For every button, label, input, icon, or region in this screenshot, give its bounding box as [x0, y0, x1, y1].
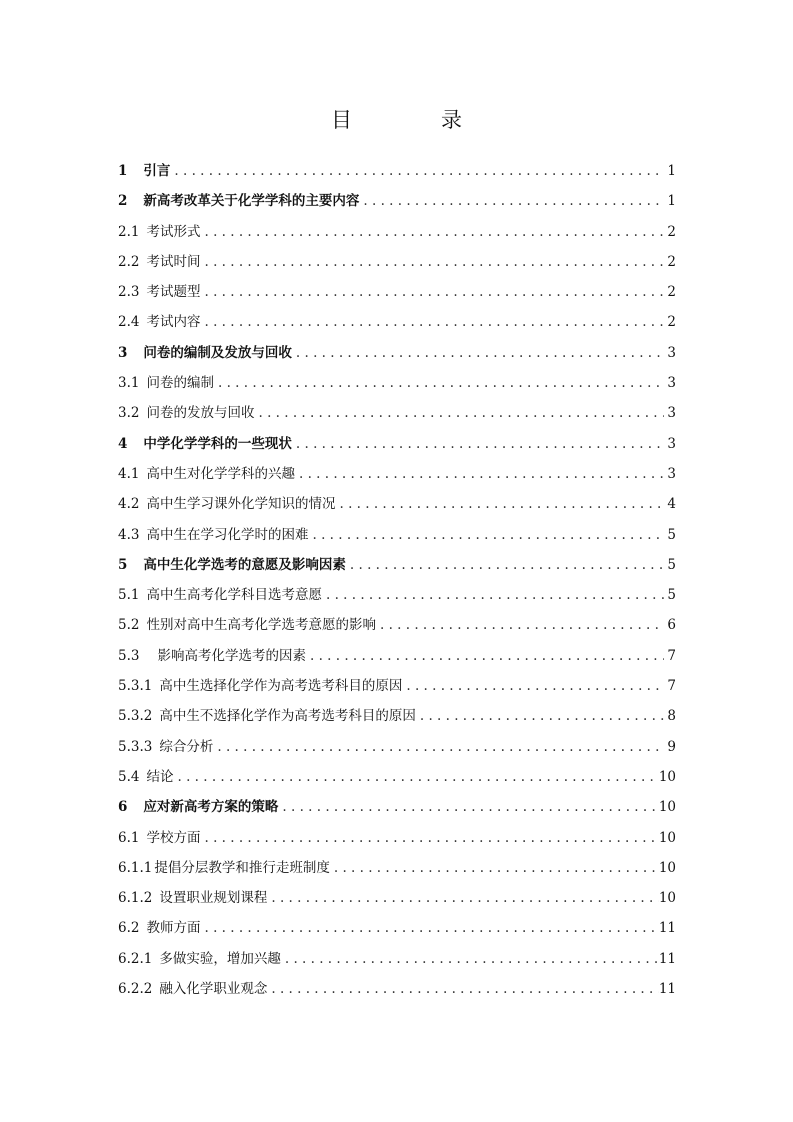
toc-entry[interactable] — [118, 823, 676, 853]
toc-entry-page: 1 — [667, 193, 676, 210]
toc-entry-number: 4 — [118, 435, 128, 452]
toc-entry[interactable] — [118, 671, 676, 701]
toc-entry-title: 考试形式 — [146, 223, 201, 240]
toc-entry-number: 6.2 — [118, 920, 140, 937]
toc-entry-page: 5 — [667, 556, 676, 573]
toc-dot-leader — [278, 792, 658, 822]
toc-entry-title: 多做实验，增加兴趣 — [159, 950, 281, 967]
toc-entry-page: 11 — [658, 950, 676, 967]
toc-entry-page: 2 — [667, 223, 676, 240]
toc-entry[interactable] — [118, 338, 676, 368]
toc-entry[interactable] — [118, 913, 676, 943]
toc-entry-number: 6.2.1 — [118, 950, 153, 967]
toc-entry-title: 结论 — [146, 768, 174, 785]
toc-entry-page: 10 — [658, 829, 676, 846]
toc-dot-leader — [254, 398, 664, 428]
toc-dot-leader — [346, 550, 664, 580]
toc-entry-page: 2 — [667, 284, 676, 301]
toc-entry-number: 6.1.1 — [118, 859, 153, 876]
toc-entry[interactable] — [118, 762, 676, 792]
toc-entry-page: 9 — [667, 738, 676, 755]
toc-entry-number: 2.4 — [118, 314, 140, 331]
toc-entry[interactable] — [118, 247, 676, 277]
toc-dot-leader — [402, 671, 664, 701]
toc-dot-leader — [200, 307, 664, 337]
toc-entry-number: 6.1.2 — [118, 890, 153, 907]
toc-entry-title: 高中生选择化学作为高考选考科目的原因 — [159, 678, 403, 695]
toc-entry-title: 提倡分层教学和推行走班制度 — [154, 859, 330, 876]
toc-entry-page: 3 — [667, 375, 676, 392]
toc-entry-number: 3.2 — [118, 405, 140, 422]
toc-entry[interactable] — [118, 186, 676, 216]
toc-entry-title: 高中生学习课外化学知识的情况 — [146, 496, 336, 513]
toc-entry-page: 11 — [658, 920, 676, 937]
toc-entry-number: 4.2 — [118, 496, 140, 513]
toc-entry[interactable] — [118, 550, 676, 580]
toc-entry-number: 5.3.2 — [118, 708, 153, 725]
toc-entry-title: 设置职业规划课程 — [159, 890, 268, 907]
toc-dot-leader — [200, 913, 658, 943]
toc-entry-page: 5 — [667, 526, 676, 543]
toc-entry-page: 3 — [667, 344, 676, 361]
toc-entry[interactable] — [118, 641, 676, 671]
toc-dot-leader — [213, 732, 664, 762]
toc-entry-number: 2.2 — [118, 253, 140, 270]
toc-entry[interactable] — [118, 580, 676, 610]
toc-dot-leader — [200, 823, 658, 853]
toc-entry-number: 5.2 — [118, 617, 140, 634]
toc-entry-number: 5.3.1 — [118, 678, 153, 695]
toc-entry-number: 6.1 — [118, 829, 140, 846]
toc-entry[interactable] — [118, 459, 676, 489]
toc-dot-leader — [200, 247, 664, 277]
toc-entry-title: 学校方面 — [146, 829, 201, 846]
toc-entry[interactable] — [118, 974, 676, 1004]
toc-entry-page: 7 — [667, 647, 676, 664]
toc-entry-title: 问卷的编制 — [146, 375, 214, 392]
toc-dot-leader — [267, 883, 658, 913]
toc-entry-title: 考试题型 — [146, 284, 201, 301]
toc-entry-number: 5.4 — [118, 768, 140, 785]
toc-entry-title: 性别对高中生高考化学选考意愿的影响 — [146, 617, 376, 634]
toc-entry-number: 2 — [118, 193, 128, 210]
toc-entry-page: 5 — [667, 587, 676, 604]
toc-entry-number: 6 — [118, 799, 128, 816]
toc-entry-number: 4.3 — [118, 526, 140, 543]
toc-entry-number: 5 — [118, 556, 128, 573]
toc-entry-number: 3 — [118, 344, 128, 361]
toc-entry[interactable] — [118, 701, 676, 731]
toc-entry-number: 4.1 — [118, 465, 140, 482]
table-of-contents — [118, 156, 676, 1004]
toc-entry-page: 7 — [667, 678, 676, 695]
toc-dot-leader — [214, 368, 664, 398]
toc-entry-number: 3.1 — [118, 375, 140, 392]
page-title: 目 录 — [331, 108, 496, 132]
toc-entry-number: 6.2.2 — [118, 981, 153, 998]
toc-entry-title: 高中生高考化学科目选考意愿 — [146, 587, 322, 604]
toc-entry-title: 引言 — [143, 163, 171, 179]
toc-entry[interactable] — [118, 883, 676, 913]
toc-entry[interactable] — [118, 489, 676, 519]
toc-dot-leader — [170, 156, 664, 186]
toc-entry[interactable] — [118, 429, 676, 459]
toc-entry[interactable] — [118, 732, 676, 762]
toc-entry-title: 高中生化学选考的意愿及影响因素 — [143, 556, 346, 573]
toc-entry-page: 10 — [658, 768, 676, 785]
toc-entry[interactable] — [118, 156, 676, 186]
toc-dot-leader — [308, 520, 664, 550]
toc-dot-leader — [295, 459, 664, 489]
toc-entry-page: 10 — [658, 859, 676, 876]
toc-entry-page: 11 — [658, 981, 676, 998]
toc-entry-number: 5.3.3 — [118, 738, 153, 755]
toc-entry-page: 10 — [658, 890, 676, 907]
toc-entry-title: 高中生不选择化学作为高考选考科目的原因 — [159, 708, 416, 725]
toc-entry-page: 2 — [667, 253, 676, 270]
toc-entry[interactable] — [118, 520, 676, 550]
toc-entry[interactable] — [118, 398, 676, 428]
toc-entry[interactable] — [118, 853, 676, 883]
toc-entry-title: 影响高考化学选考的因素 — [157, 647, 306, 664]
toc-entry-number: 5.1 — [118, 587, 140, 604]
toc-entry-title: 高中生在学习化学时的困难 — [146, 526, 309, 543]
toc-entry-title: 新高考改革关于化学学科的主要内容 — [143, 193, 360, 210]
toc-dot-leader — [416, 701, 664, 731]
toc-entry-title: 高中生对化学学科的兴趣 — [146, 465, 295, 482]
toc-dot-leader — [306, 641, 664, 671]
toc-entry[interactable] — [118, 217, 676, 247]
toc-entry-page: 3 — [667, 405, 676, 422]
toc-entry-title: 考试时间 — [146, 253, 201, 270]
toc-entry[interactable] — [118, 610, 676, 640]
toc-entry-page: 1 — [667, 163, 676, 179]
toc-dot-leader — [359, 186, 664, 216]
toc-entry-page: 10 — [658, 799, 676, 816]
toc-entry-title: 问卷的编制及发放与回收 — [143, 344, 292, 361]
toc-dot-leader — [281, 944, 659, 974]
toc-entry[interactable] — [118, 307, 676, 337]
toc-dot-leader — [173, 762, 658, 792]
toc-entry-page: 3 — [667, 435, 676, 452]
toc-dot-leader — [292, 429, 664, 459]
toc-entry-title: 综合分析 — [159, 738, 214, 755]
toc-entry-title: 中学化学学科的一些现状 — [143, 435, 292, 452]
toc-entry-page: 4 — [667, 496, 676, 513]
toc-entry-title: 考试内容 — [146, 314, 201, 331]
toc-dot-leader — [376, 610, 664, 640]
toc-entry-title: 问卷的发放与回收 — [146, 405, 255, 422]
toc-entry-page: 8 — [667, 708, 676, 725]
toc-dot-leader — [292, 338, 664, 368]
toc-entry[interactable] — [118, 277, 676, 307]
toc-entry-title: 融入化学职业观念 — [159, 981, 268, 998]
toc-entry-page: 6 — [667, 617, 676, 634]
toc-entry-title: 应对新高考方案的策略 — [143, 799, 279, 816]
toc-dot-leader — [200, 217, 664, 247]
toc-entry[interactable] — [118, 944, 676, 974]
toc-entry-number: 5.3 — [118, 647, 140, 664]
toc-dot-leader — [322, 580, 664, 610]
toc-entry-number: 1 — [118, 163, 128, 179]
toc-entry-number: 2.1 — [118, 223, 140, 240]
toc-entry-title: 教师方面 — [146, 920, 201, 937]
toc-dot-leader — [267, 974, 658, 1004]
toc-dot-leader — [335, 489, 664, 519]
toc-entry-page: 2 — [667, 314, 676, 331]
toc-entry[interactable] — [118, 792, 676, 822]
toc-dot-leader — [200, 277, 664, 307]
toc-entry[interactable] — [118, 368, 676, 398]
toc-entry-page: 3 — [667, 465, 676, 482]
toc-dot-leader — [330, 853, 659, 883]
toc-entry-number: 2.3 — [118, 284, 140, 301]
